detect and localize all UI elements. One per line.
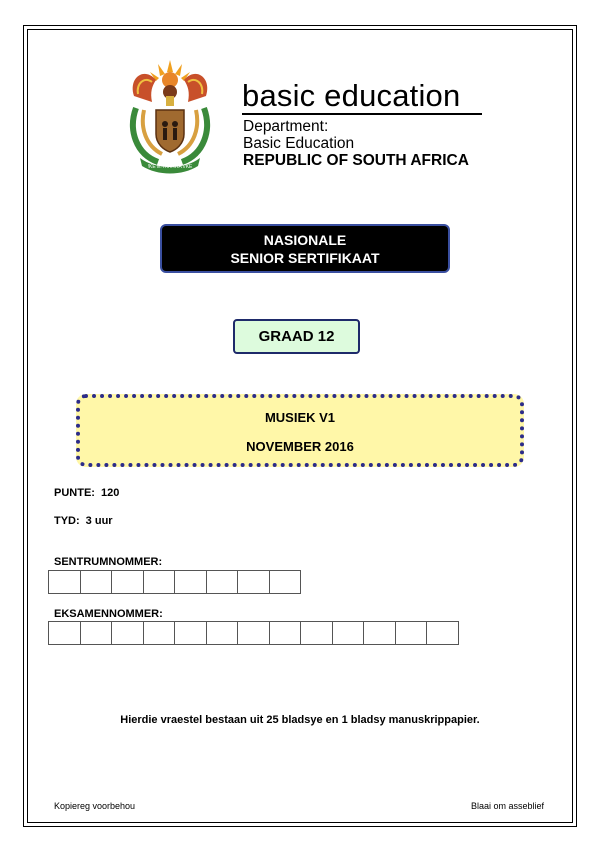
exam-number-cell[interactable] — [237, 621, 270, 645]
centre-number-cell[interactable] — [48, 570, 81, 594]
turn-page-footer: Blaai om asseblief — [470, 801, 544, 811]
country-name: REPUBLIC OF SOUTH AFRICA — [243, 152, 469, 169]
marks-line — [54, 487, 119, 499]
exam-number-cell[interactable] — [332, 621, 365, 645]
centre-number-cell[interactable] — [111, 570, 144, 594]
time-value: 3 uur — [85, 515, 113, 527]
exam-number-cell[interactable] — [426, 621, 459, 645]
page-count-note: Hierdie vraestel bestaan uit 25 bladsye en 1 bladsy manuskrippapier. — [120, 714, 480, 726]
brand-title: basic education — [242, 78, 461, 113]
motto-text: !KE E: /XARRA //KE — [147, 164, 193, 170]
exam-number-cell[interactable] — [48, 621, 81, 645]
exam-number-cell[interactable] — [300, 621, 333, 645]
centre-number-cell[interactable] — [237, 570, 270, 594]
subject-paper: MUSIEK V1 — [264, 410, 336, 425]
exam-number-cell[interactable] — [395, 621, 428, 645]
exam-number-label: EKSAMENNOMMER: — [54, 608, 163, 620]
centre-number-cell[interactable] — [206, 570, 239, 594]
department-label: Department: — [243, 118, 329, 135]
exam-number-cell[interactable] — [363, 621, 396, 645]
department-name: Basic Education — [243, 135, 355, 152]
certificate-line-1: NASIONALE — [263, 231, 347, 248]
time-label: TYD: — [54, 515, 80, 527]
brand-underline — [242, 113, 482, 115]
exam-number-cell[interactable] — [206, 621, 239, 645]
exam-number-cell[interactable] — [143, 621, 176, 645]
centre-number-cell[interactable] — [174, 570, 207, 594]
exam-number-cell[interactable] — [269, 621, 302, 645]
subject-panel — [76, 394, 524, 467]
grade-badge: GRAAD 12 — [233, 319, 360, 354]
coat-of-arms-logo — [122, 58, 218, 176]
certificate-line-2: SENIOR SERTIFIKAAT — [230, 249, 380, 266]
centre-number-cell[interactable] — [143, 570, 176, 594]
copyright-footer: Kopiereg voorbehou — [54, 801, 136, 811]
marks-value: 120 — [100, 487, 120, 499]
exam-number-cell[interactable] — [111, 621, 144, 645]
exam-number-cell[interactable] — [174, 621, 207, 645]
centre-number-cell[interactable] — [269, 570, 302, 594]
certificate-banner — [160, 224, 450, 273]
centre-number-boxes — [48, 570, 300, 594]
time-line — [54, 515, 113, 527]
marks-label: PUNTE: — [54, 487, 95, 499]
centre-number-cell[interactable] — [80, 570, 113, 594]
centre-number-label: SENTRUMNOMMER: — [54, 556, 163, 568]
exam-number-boxes — [48, 621, 458, 645]
subject-session: NOVEMBER 2016 — [246, 439, 354, 454]
exam-number-cell[interactable] — [80, 621, 113, 645]
